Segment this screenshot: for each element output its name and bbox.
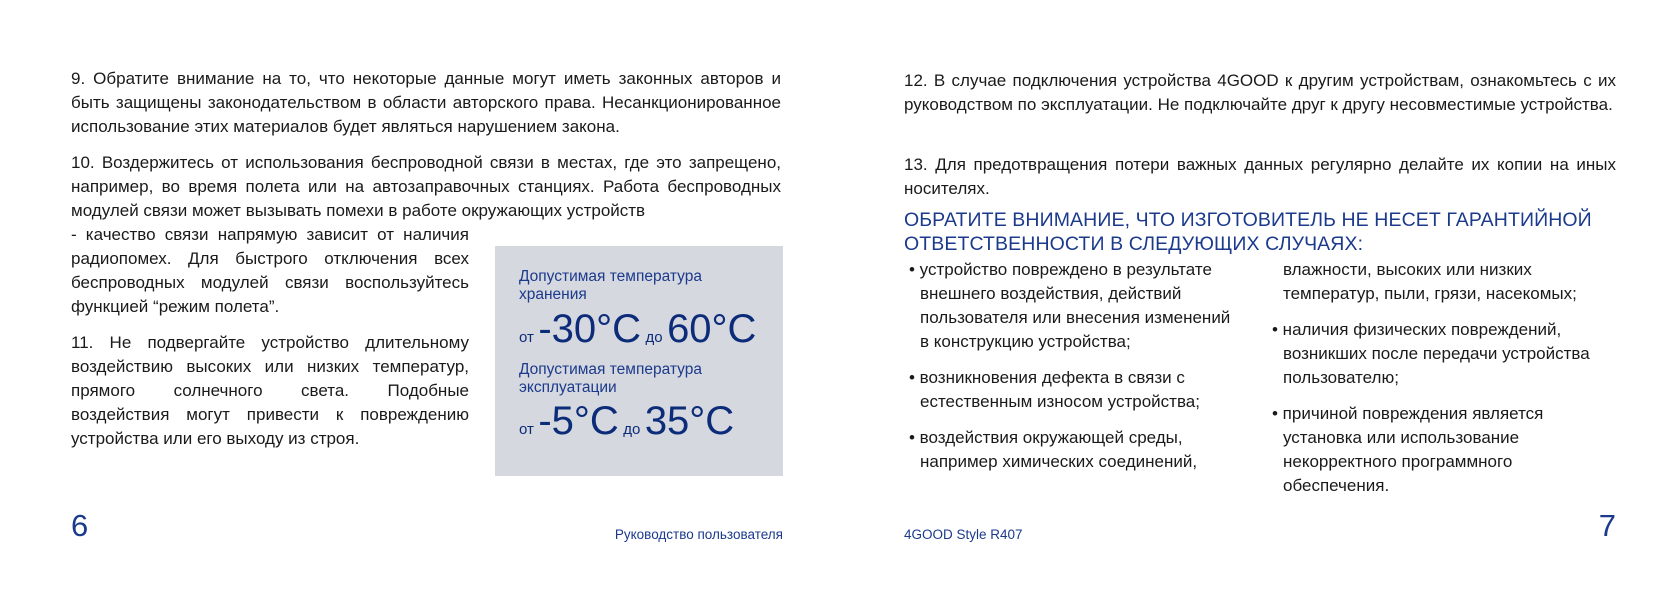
bullets-column-2 [1267,258,1622,510]
temperature-box [495,246,783,476]
list-item: • возникновения дефекта в связи с естественным износом устройства; [909,368,1200,411]
list-item-continuation: влажности, высоких или низких температур, пыли, грязи, насекомых; [1283,260,1577,303]
storage-temperature-label: Допустимая температура хранения [519,268,702,303]
footer-left: Руководство пользователя [614,527,783,542]
storage-from-word: от [519,329,534,346]
page-number-left: 6 [71,508,89,543]
operation-max-temp: 35°C [644,399,735,443]
operation-temperature-label: Допустимая температура эксплуатации [519,361,702,396]
storage-min-temp: -30°C [538,307,642,351]
operation-min-temp: -5°C [538,399,619,443]
list-item: • причиной повреждения является установка или использование некорректного программного обеспечения. [1272,404,1544,495]
operation-to-word: до [623,421,641,438]
warranty-heading: ОБРАТИТЕ ВНИМАНИЕ, ЧТО ИЗГОТОВИТЕЛЬ НЕ НЕСЕТ ГАРАНТИЙНОЙ ОТВЕТСТВЕННОСТИ В СЛЕДУЮЩИХ СЛУЧАЯХ: [904,209,1592,255]
paragraph-12: 12. В случае подключения устройства 4GOOD к другим устройствам, ознакомьтесь с их руководством по эксплуатации. Не подключайте друг к другу несовместимые устройства. [904,71,1616,114]
paragraph-10: 10. Воздержитесь от использования беспроводной связи в местах, где это запрещено, например, во время полета или на автозаправочных станциях. Работа беспроводных модулей связи может вызывать помехи в работе окружающих устройств [71,153,781,220]
operation-temperature-range [519,398,734,444]
storage-max-temp: 60°C [667,307,757,351]
page-number-right: 7 [1598,508,1616,543]
footer-right: 4GOOD Style R407 [904,527,1023,542]
storage-to-word: до [645,329,663,346]
list-item: • устройство повреждено в результате внешнего воздействия, действий пользователя или внесения изменений в конструкцию устройства; [909,260,1231,351]
paragraph-11: 11. Не подвергайте устройство длительному воздействию высоких или низких температур, прямого солнечного света. Подобные воздействия могут привести к повреждению устройства или его выходу из строя. [71,333,469,448]
bullets-column-1 [904,258,1244,486]
right-page [839,0,1678,595]
paragraph-13: 13. Для предотвращения потери важных данных регулярно делайте их копии на иных носителях. [904,155,1616,198]
storage-temperature-range [519,306,756,352]
paragraph-10-continued: - качество связи напрямую зависит от наличия радиопомех. Для быстрого отключения всех беспроводных модулей связи воспользуйтесь функцией “режим полета”. [71,225,469,316]
operation-from-word: от [519,421,534,438]
list-item: • воздействия окружающей среды, например химических соединений, [909,428,1198,471]
paragraph-9: 9. Обратите внимание на то, что некоторые данные могут иметь законных авторов и быть защищены законодательством в области авторского права. Несанкционированное использование этих материалов будет являться нарушением закона. [71,69,781,136]
list-item: • наличия физических повреждений, возникших после передачи устройства пользователю; [1272,320,1590,387]
